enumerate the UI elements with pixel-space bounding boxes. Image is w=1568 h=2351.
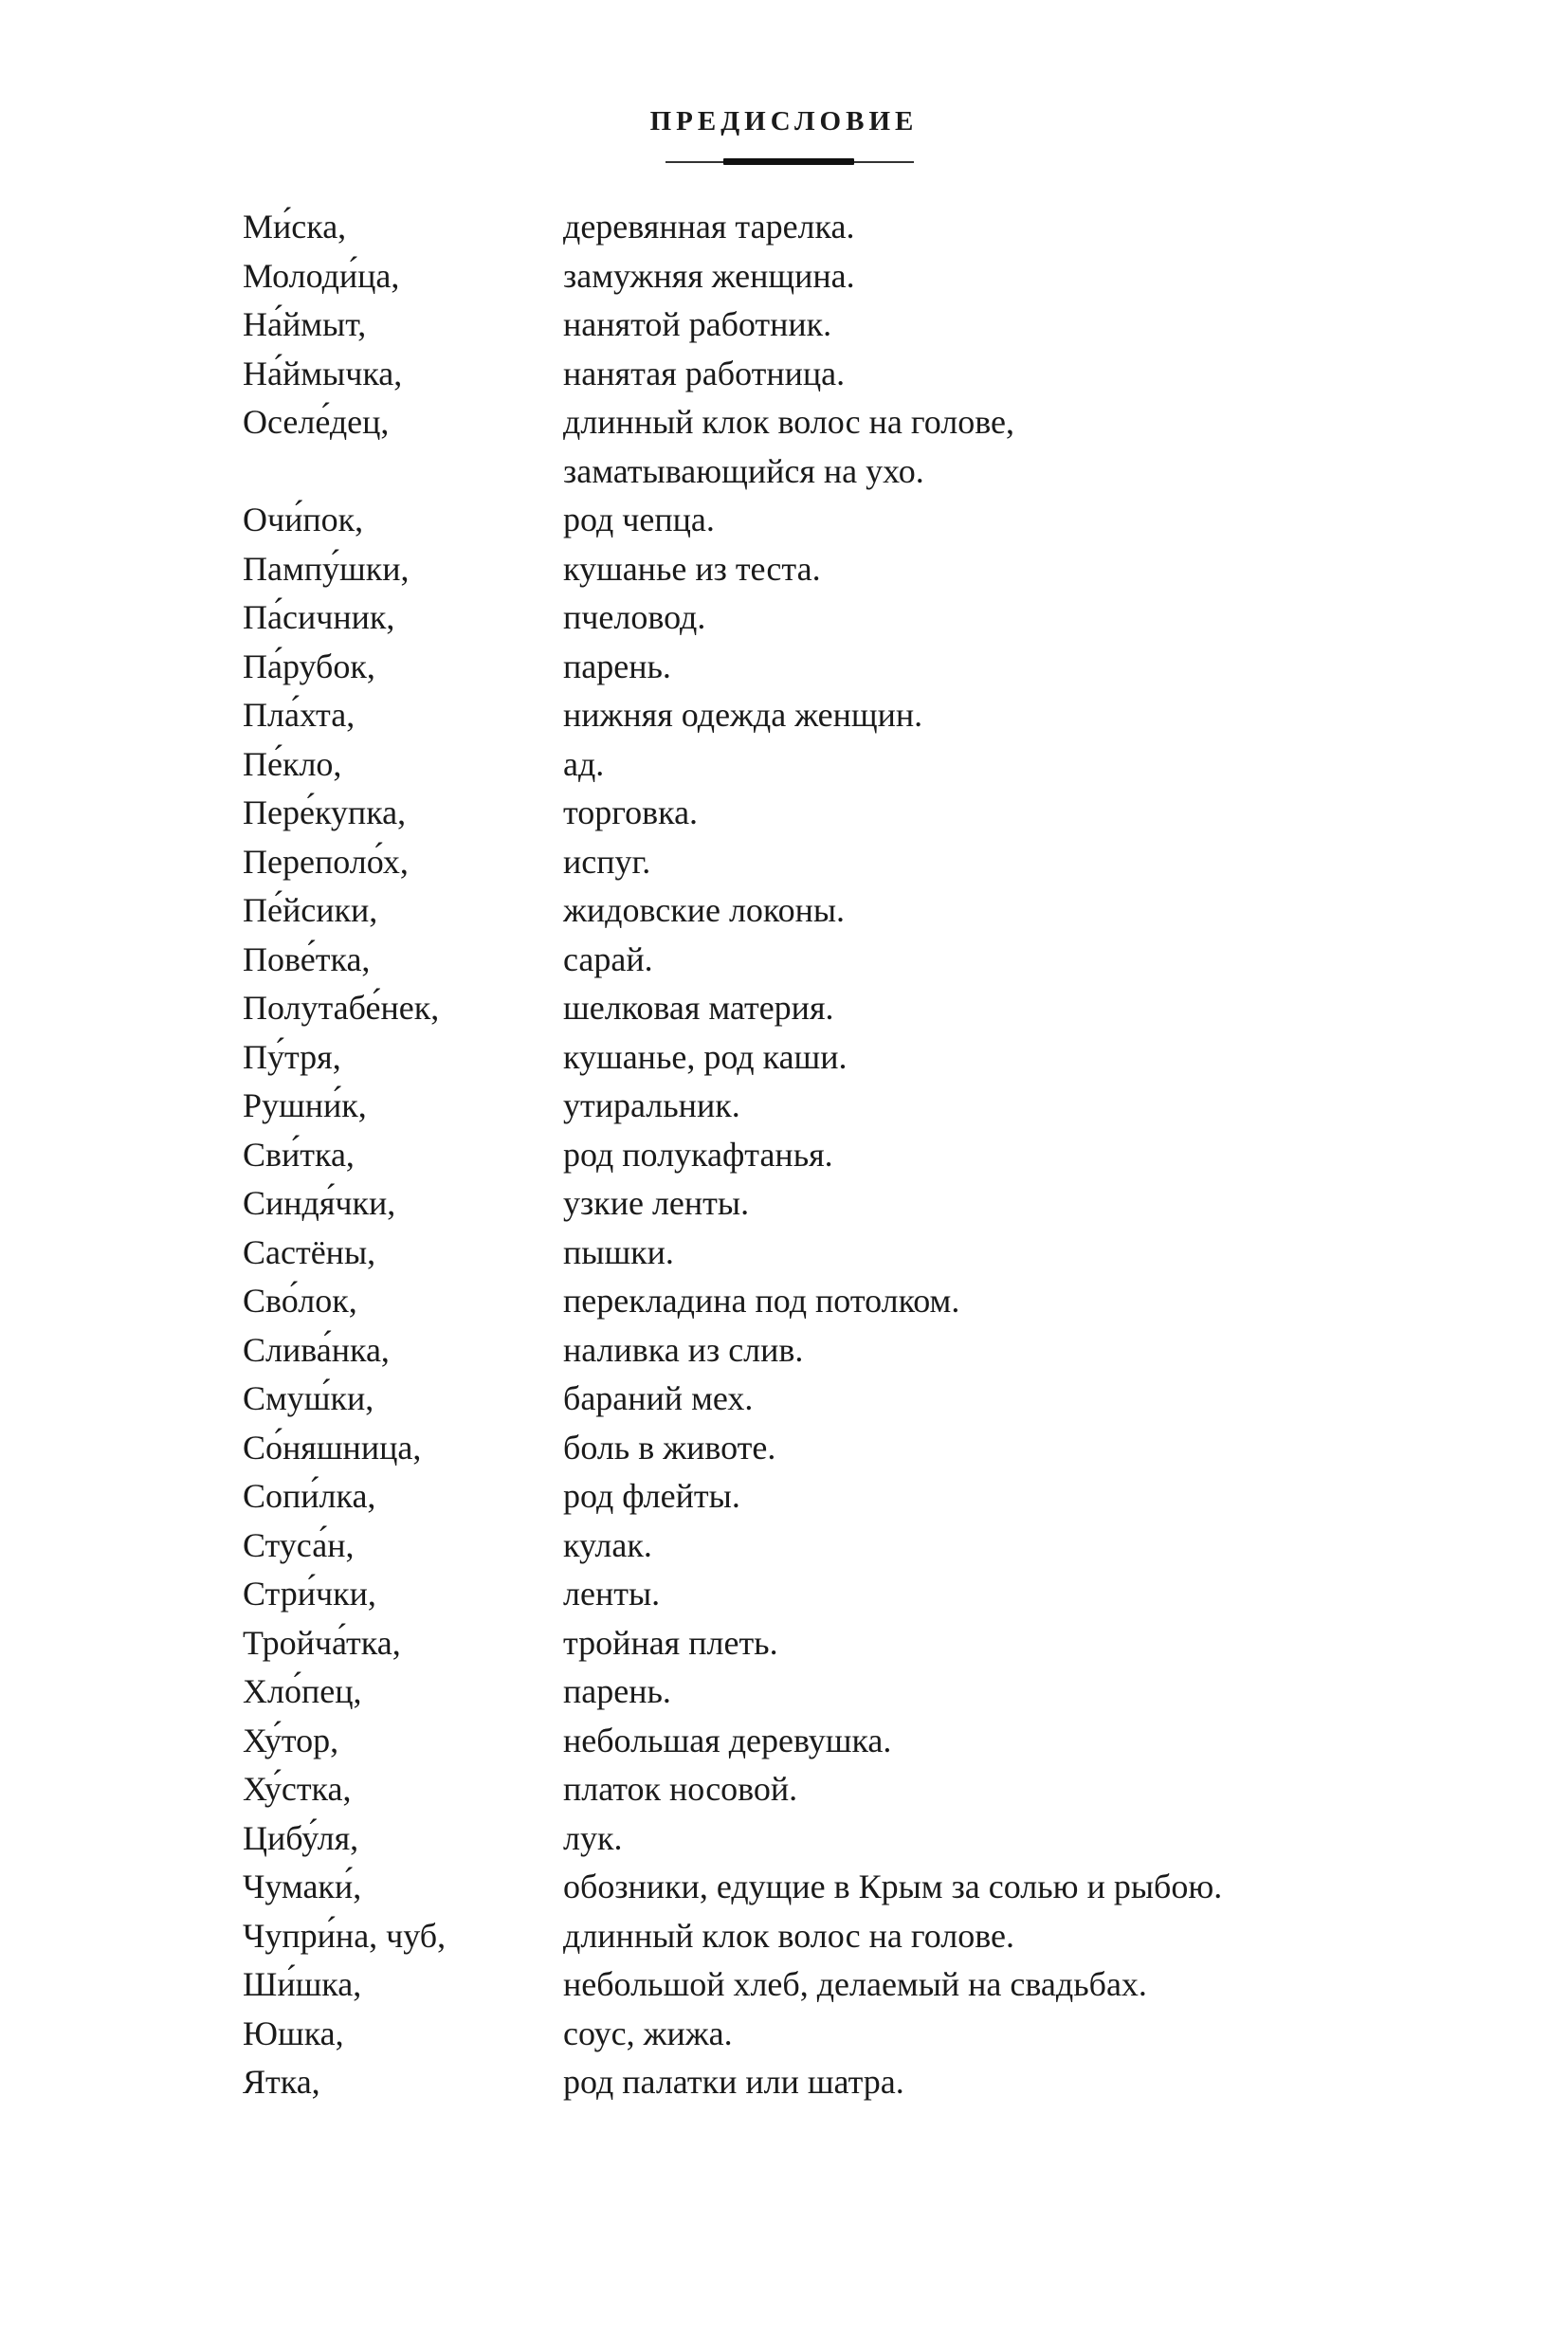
- glossary-entry: [243, 984, 1428, 1033]
- glossary-definition: нижняя одежда женщин.: [563, 696, 923, 734]
- glossary-entry: [243, 1179, 1428, 1229]
- glossary-entry: [243, 398, 1428, 496]
- glossary-definition: лук.: [563, 1818, 623, 1857]
- glossary-definition: платок носовой.: [563, 1770, 798, 1808]
- glossary-entry: [243, 1863, 1428, 1912]
- glossary-term: Пове́тка,: [243, 939, 371, 978]
- glossary-term: Сопи́лка,: [243, 1477, 376, 1515]
- glossary-term: Со́няшница,: [243, 1428, 422, 1467]
- glossary-entry: [243, 1082, 1428, 1131]
- glossary-definition: наливка из слив.: [563, 1330, 804, 1369]
- glossary-term: Пампу́шки,: [243, 549, 410, 588]
- glossary-entry: [243, 838, 1428, 887]
- glossary-entry: [243, 301, 1428, 350]
- glossary-term: Очи́пок,: [243, 501, 364, 538]
- glossary-term: Стри́чки,: [243, 1575, 376, 1613]
- glossary-definition: небольшая деревушка.: [563, 1721, 892, 1759]
- glossary-term: Ятка,: [243, 2063, 320, 2101]
- glossary-term: Юшка,: [243, 2014, 344, 2052]
- glossary-definition: пышки.: [563, 1232, 674, 1271]
- glossary-term: Рушни́к,: [243, 1086, 367, 1124]
- glossary-definition: обозники, едущие в Крым за солью и рыбою.: [563, 1868, 1223, 1905]
- glossary-term: Ми́ска,: [243, 208, 347, 246]
- glossary-definition: род палатки или шатра.: [563, 2063, 904, 2101]
- glossary-definition: нанятая работница.: [563, 354, 846, 392]
- glossary-term: Сво́лок,: [243, 1282, 357, 1320]
- glossary-definition: небольшой хлеб, делаемый на свадьбах.: [563, 1965, 1147, 2003]
- glossary-term: Цибу́ля,: [243, 1818, 359, 1857]
- glossary-entry: [243, 1326, 1428, 1376]
- glossary-term: Пере́купка,: [243, 793, 407, 831]
- glossary-term: Оселе́дец,: [243, 403, 390, 441]
- glossary-entry: [243, 1570, 1428, 1619]
- glossary-term: Пе́йсики,: [243, 891, 378, 929]
- glossary-entry: [243, 1717, 1428, 1766]
- glossary-term: Смуш́ки,: [243, 1379, 374, 1417]
- glossary-entry: [243, 1960, 1428, 2010]
- glossary-term: На́ймычка,: [243, 354, 403, 392]
- glossary-term: Састёны,: [243, 1232, 376, 1271]
- glossary-term: Переполо́х,: [243, 842, 409, 881]
- glossary-entry: [243, 1814, 1428, 1864]
- glossary-term: Чумаки́,: [243, 1868, 362, 1905]
- glossary-entry: [243, 1229, 1428, 1278]
- glossary-definition: парень.: [563, 647, 671, 685]
- glossary-definition: утиральник.: [563, 1086, 740, 1124]
- glossary-entry: [243, 203, 1428, 252]
- glossary-definition: кушанье из теста.: [563, 549, 821, 588]
- glossary-term: Ши́шка,: [243, 1965, 362, 2003]
- glossary-definition: деревянная тарелка.: [563, 208, 855, 246]
- glossary-term: Пе́кло,: [243, 744, 342, 783]
- glossary-term: Синдя́чки,: [243, 1184, 396, 1222]
- glossary-entry: [243, 1619, 1428, 1668]
- glossary-definition: парень.: [563, 1672, 671, 1710]
- header-ornament: [0, 106, 1568, 182]
- glossary-entry: [243, 1912, 1428, 1961]
- glossary-entry: [243, 740, 1428, 790]
- glossary-term: Пу́тря,: [243, 1037, 341, 1076]
- glossary-definition: бараний мех.: [563, 1379, 754, 1417]
- glossary-definition: шелковая материя.: [563, 989, 834, 1027]
- glossary-entry: [243, 2010, 1428, 2059]
- glossary-definition: боль в животе.: [563, 1428, 776, 1467]
- glossary-term: На́ймыт,: [243, 305, 367, 343]
- glossary-definition: длинный клок волос на голове, заматывающийся на ухо.: [563, 403, 1014, 490]
- glossary-entry: [243, 936, 1428, 985]
- glossary-definition: ленты.: [563, 1575, 661, 1613]
- glossary-entry: [243, 1668, 1428, 1717]
- glossary-term: Хло́пец,: [243, 1672, 362, 1710]
- glossary-entry: [243, 1277, 1428, 1326]
- glossary-definition: сарай.: [563, 939, 653, 978]
- glossary-term: Ху́стка,: [243, 1770, 352, 1808]
- glossary-definition: род полукафтанья.: [563, 1135, 833, 1174]
- glossary-term: Стуса́н,: [243, 1525, 355, 1564]
- glossary-definition: длинный клок волос на голове.: [563, 1916, 1014, 1955]
- glossary-entry: [243, 886, 1428, 936]
- glossary-entry: [243, 496, 1428, 545]
- glossary-entry: [243, 1375, 1428, 1424]
- glossary-term: Па́рубок,: [243, 647, 375, 685]
- glossary-entry: [243, 1131, 1428, 1180]
- glossary-entry: [243, 1472, 1428, 1522]
- glossary-entry: [243, 643, 1428, 692]
- glossary-definition: род флейты.: [563, 1477, 740, 1515]
- glossary-entry: [243, 691, 1428, 740]
- glossary-definition: испуг.: [563, 842, 651, 881]
- glossary-definition: жидовские локоны.: [563, 891, 846, 929]
- glossary-definition: замужняя женщина.: [563, 256, 855, 295]
- glossary-list: [243, 203, 1428, 2107]
- glossary-definition: пчеловод.: [563, 598, 706, 636]
- header-rule-thick: [723, 158, 854, 165]
- glossary-definition: кулак.: [563, 1525, 652, 1564]
- glossary-definition: перекладина под потолком.: [563, 1282, 960, 1320]
- glossary-definition: торговка.: [563, 793, 699, 831]
- glossary-entry: [243, 1522, 1428, 1571]
- glossary-definition: соус, жижа.: [563, 2014, 733, 2052]
- glossary-definition: узкие ленты.: [563, 1184, 750, 1222]
- glossary-term: Ху́тор,: [243, 1721, 339, 1759]
- glossary-term: Молоди́ца,: [243, 256, 400, 295]
- glossary-entry: [243, 2058, 1428, 2107]
- glossary-term: Сви́тка,: [243, 1135, 355, 1174]
- glossary-definition: кушанье, род каши.: [563, 1037, 848, 1076]
- glossary-entry: [243, 545, 1428, 594]
- glossary-entry: [243, 1765, 1428, 1814]
- page-title: ПРЕДИСЛОВИЕ: [649, 106, 919, 137]
- glossary-term: Пла́хта,: [243, 696, 356, 734]
- glossary-definition: тройная плеть.: [563, 1623, 778, 1662]
- glossary-term: Слива́нка,: [243, 1330, 390, 1369]
- glossary-term: Чупри́на, чуб,: [243, 1916, 447, 1955]
- glossary-entry: [243, 1424, 1428, 1473]
- glossary-term: Полутабе́нек,: [243, 989, 440, 1027]
- glossary-term: Тройча́тка,: [243, 1623, 401, 1662]
- glossary-definition: нанятой работник.: [563, 305, 832, 343]
- glossary-term: Па́сичник,: [243, 598, 395, 636]
- glossary-entry: [243, 1033, 1428, 1083]
- glossary-definition: ад.: [563, 744, 605, 783]
- glossary-entry: [243, 789, 1428, 838]
- glossary-entry: [243, 252, 1428, 301]
- glossary-definition: род чепца.: [563, 501, 715, 538]
- glossary-entry: [243, 350, 1428, 399]
- glossary-entry: [243, 593, 1428, 643]
